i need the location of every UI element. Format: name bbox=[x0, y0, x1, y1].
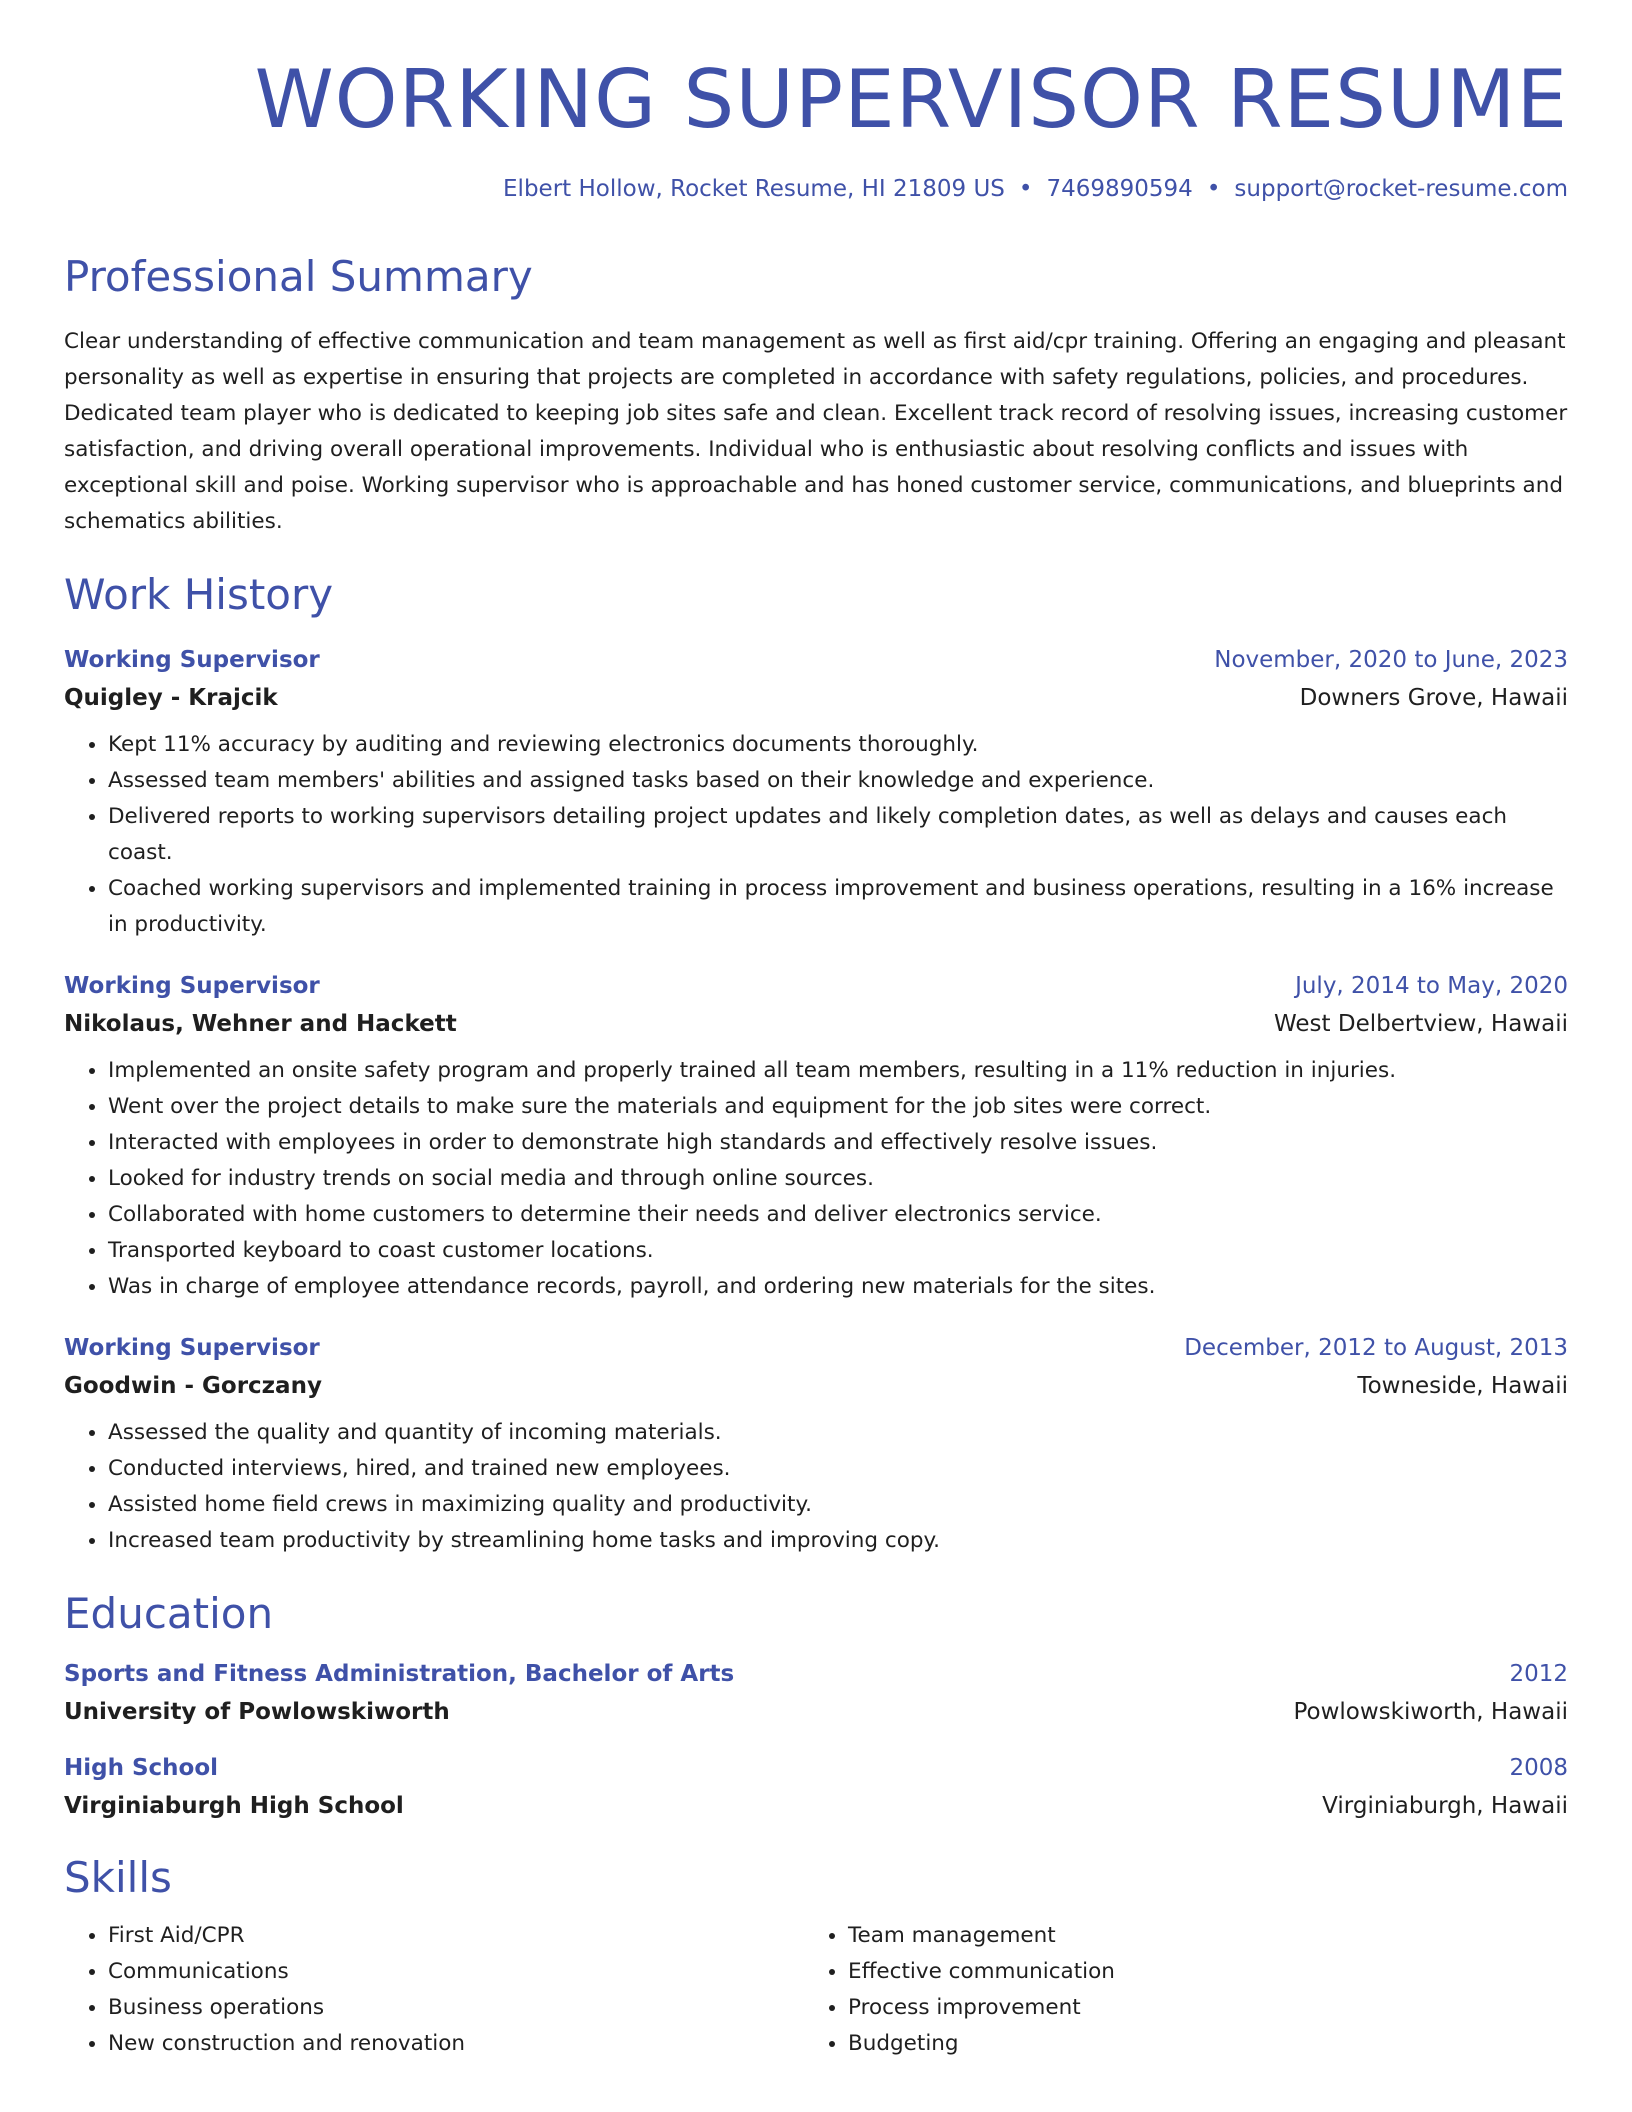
job-location: Downers Grove, Hawaii bbox=[1299, 684, 1568, 711]
job-company: Goodwin - Gorczany bbox=[64, 1372, 322, 1399]
job-dates: December, 2012 to August, 2013 bbox=[1184, 1334, 1568, 1361]
education-school: University of Powlowskiworth bbox=[64, 1699, 450, 1726]
contact-line bbox=[64, 176, 1568, 202]
job-title: Working Supervisor bbox=[64, 646, 320, 673]
job-company: Nikolaus, Wehner and Hackett bbox=[64, 1010, 457, 1037]
job-bullet: • Delivered reports to working supervisors detailing project updates and likely completion dates, as well as delays and causes each coast. bbox=[108, 799, 1568, 871]
section-heading-education: Education bbox=[64, 1588, 274, 1638]
job-title: Working Supervisor bbox=[64, 972, 320, 999]
job-bullet: • Went over the project details to make sure the materials and equipment for the job sites were correct. bbox=[108, 1089, 1568, 1125]
job-dates: July, 2014 to May, 2020 bbox=[1295, 972, 1568, 999]
skills-column-left bbox=[64, 1918, 804, 2062]
job-bullet: • Assessed team members' abilities and assigned tasks based on their knowledge and experience. bbox=[108, 763, 1568, 799]
skill-item: • Budgeting bbox=[848, 2026, 1544, 2062]
job-location: West Delbertview, Hawaii bbox=[1274, 1010, 1568, 1037]
job-entry bbox=[64, 647, 1568, 943]
job-bullet: • Conducted interviews, hired, and trained new employees. bbox=[108, 1451, 1568, 1487]
job-bullets bbox=[64, 1415, 1568, 1559]
job-bullet: • Assessed the quality and quantity of incoming materials. bbox=[108, 1415, 1568, 1451]
education-school: Virginiaburgh High School bbox=[64, 1793, 404, 1820]
job-bullets bbox=[64, 1053, 1568, 1305]
skill-item: • Effective communication bbox=[848, 1954, 1544, 1990]
education-year: 2012 bbox=[1509, 1661, 1568, 1688]
job-dates: November, 2020 to June, 2023 bbox=[1214, 646, 1568, 673]
education-entry bbox=[64, 1755, 1568, 1819]
education-degree: High School bbox=[64, 1755, 219, 1782]
job-entry bbox=[64, 1335, 1568, 1559]
contact-email[interactable]: support@rocket-resume.com bbox=[1234, 176, 1568, 202]
job-bullet: • Assisted home field crews in maximizing quality and productivity. bbox=[108, 1487, 1568, 1523]
job-bullet: • Kept 11% accuracy by auditing and reviewing electronics documents thoroughly. bbox=[108, 727, 1568, 763]
job-bullet: • Interacted with employees in order to demonstrate high standards and effectively resolve issues. bbox=[108, 1125, 1568, 1161]
skill-item: • Business operations bbox=[108, 1990, 804, 2026]
skills-grid bbox=[64, 1918, 1568, 2062]
skills-column-right bbox=[804, 1918, 1544, 2062]
job-bullet: • Coached working supervisors and implemented training in process improvement and business operations, resulting in a 16% increase in productivity. bbox=[108, 871, 1568, 943]
education-location: Virginiaburgh, Hawaii bbox=[1322, 1793, 1568, 1820]
section-heading-skills: Skills bbox=[64, 1853, 172, 1903]
skill-item: • Communications bbox=[108, 1954, 804, 1990]
job-company: Quigley - Krajcik bbox=[64, 684, 278, 711]
job-bullet: • Transported keyboard to coast customer locations. bbox=[108, 1233, 1568, 1269]
resume-title: WORKING SUPERVISOR RESUME bbox=[254, 53, 1568, 146]
skill-item: • Team management bbox=[848, 1918, 1544, 1954]
section-heading-work-history: Work History bbox=[64, 570, 334, 620]
job-title: Working Supervisor bbox=[64, 1334, 320, 1361]
contact-separator: • bbox=[1206, 176, 1221, 202]
contact-separator: • bbox=[1018, 176, 1033, 202]
job-entry bbox=[64, 973, 1568, 1305]
job-bullet: • Looked for industry trends on social media and through online sources. bbox=[108, 1161, 1568, 1197]
skill-item: • First Aid/CPR bbox=[108, 1918, 804, 1954]
job-bullet: • Implemented an onsite safety program and properly trained all team members, resulting in a 11% reduction in injuries. bbox=[108, 1053, 1568, 1089]
job-bullet: • Increased team productivity by streamlining home tasks and improving copy. bbox=[108, 1523, 1568, 1559]
contact-address: Elbert Hollow, Rocket Resume, HI 21809 US bbox=[503, 176, 1005, 202]
education-location: Powlowskiworth, Hawaii bbox=[1293, 1699, 1568, 1726]
job-location: Towneside, Hawaii bbox=[1357, 1372, 1568, 1399]
education-year: 2008 bbox=[1509, 1755, 1568, 1782]
job-bullet: • Collaborated with home customers to determine their needs and deliver electronics service. bbox=[108, 1197, 1568, 1233]
education-degree: Sports and Fitness Administration, Bachelor of Arts bbox=[64, 1661, 735, 1688]
section-heading-summary: Professional Summary bbox=[64, 252, 533, 301]
skill-item: • New construction and renovation bbox=[108, 2026, 804, 2062]
summary-paragraph: Clear understanding of effective communication and team management as well as first aid/cpr training. Offering an engaging and pleasant personality as well as expertise in ensuring that projects are completed in accordance with safety regulations, policies, and procedures. Dedicated team player who is dedicated to keeping job sites safe and clean. Excellent track record of resolving issues, increasing customer satisfaction, and driving overall operational improvements. Individual who is enthusiastic about resolving conflicts and issues with exceptional skill and poise. Working supervisor who is approachable and has honed customer service, communications, and blueprints and schematics abilities. bbox=[64, 329, 1568, 535]
skill-item: • Process improvement bbox=[848, 1990, 1544, 2026]
job-bullet: • Was in charge of employee attendance records, payroll, and ordering new materials for the sites. bbox=[108, 1269, 1568, 1305]
contact-phone: 7469890594 bbox=[1046, 176, 1193, 202]
job-bullets bbox=[64, 727, 1568, 943]
education-entry bbox=[64, 1661, 1568, 1725]
